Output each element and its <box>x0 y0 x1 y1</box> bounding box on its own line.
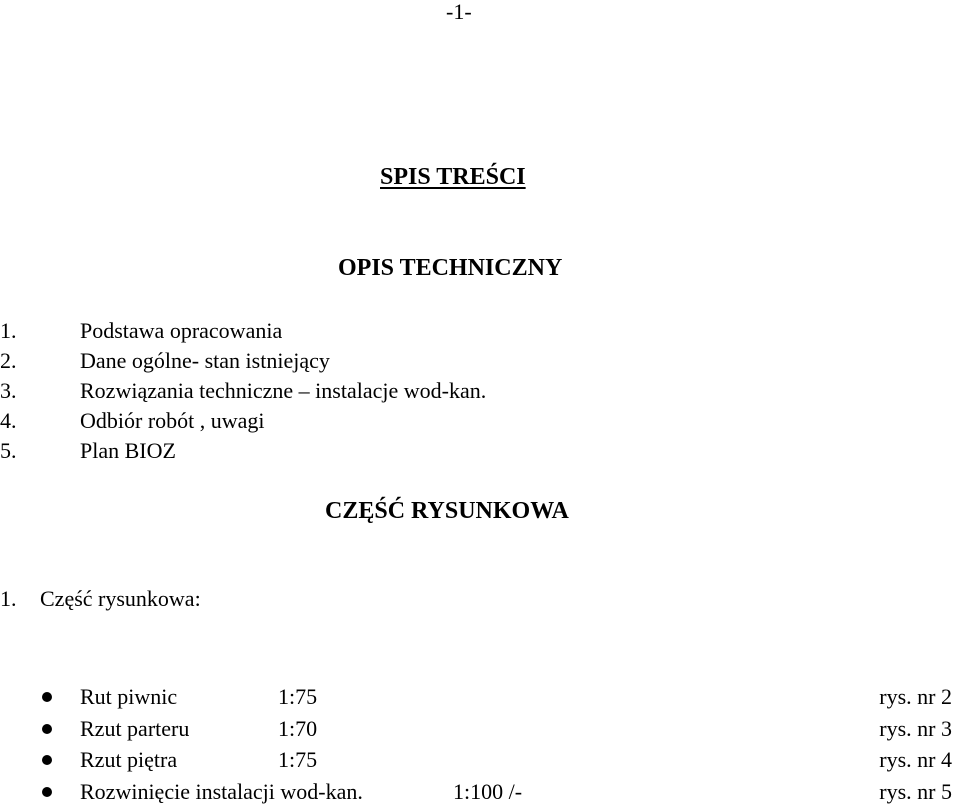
drawing-row <box>0 745 960 777</box>
section-heading-czesc-rysunkowa: CZĘŚĆ RYSUNKOWA <box>325 498 569 524</box>
drawing-reference: rys. nr 4 <box>879 747 952 772</box>
toc-item-number: 1. <box>0 318 17 343</box>
bullet-icon <box>42 724 52 734</box>
drawing-name: Rzut parteru <box>80 715 190 741</box>
drawing-reference: rys. nr 3 <box>879 715 952 741</box>
drawing-name: Rzut piętra <box>80 747 178 772</box>
toc-item-number: 5. <box>0 438 17 463</box>
drawings-part-number: 1. <box>0 586 17 611</box>
drawing-scale: 1:100 /- <box>453 778 523 804</box>
page-number: -1- <box>446 0 472 24</box>
drawing-reference: rys. nr 2 <box>879 684 952 709</box>
bullet-icon <box>42 787 52 797</box>
document-title: SPIS TREŚCI <box>380 164 526 190</box>
toc-item-text: Podstawa opracowania <box>80 318 283 343</box>
drawing-name: Rut piwnic <box>80 684 178 709</box>
drawing-name: Rozwinięcie instalacji wod-kan. <box>80 778 363 804</box>
drawing-scale: 1:75 <box>278 747 318 772</box>
toc-item-text: Odbiór robót , uwagi <box>80 408 265 433</box>
section-heading-opis-techniczny: OPIS TECHNICZNY <box>338 255 563 281</box>
drawing-reference: rys. nr 5 <box>879 778 952 804</box>
toc-item-text: Plan BIOZ <box>80 438 176 463</box>
toc-item-text: Rozwiązania techniczne – instalacje wod-kan. <box>80 378 487 403</box>
drawings-part-item <box>0 586 201 612</box>
drawing-scale: 1:75 <box>278 684 318 709</box>
drawing-row <box>0 777 960 808</box>
drawing-scale: 1:70 <box>278 715 318 741</box>
drawing-row <box>0 682 960 714</box>
toc-item-text: Dane ogólne- stan istniejący <box>80 348 330 373</box>
toc-item-number: 3. <box>0 378 17 403</box>
drawing-row <box>0 714 960 746</box>
bullet-icon <box>42 755 52 765</box>
toc-item-number: 2. <box>0 348 17 373</box>
drawings-list <box>0 682 960 808</box>
bullet-icon <box>42 692 52 702</box>
drawings-part-text: Część rysunkowa: <box>40 586 201 611</box>
toc-item-number: 4. <box>0 408 17 433</box>
